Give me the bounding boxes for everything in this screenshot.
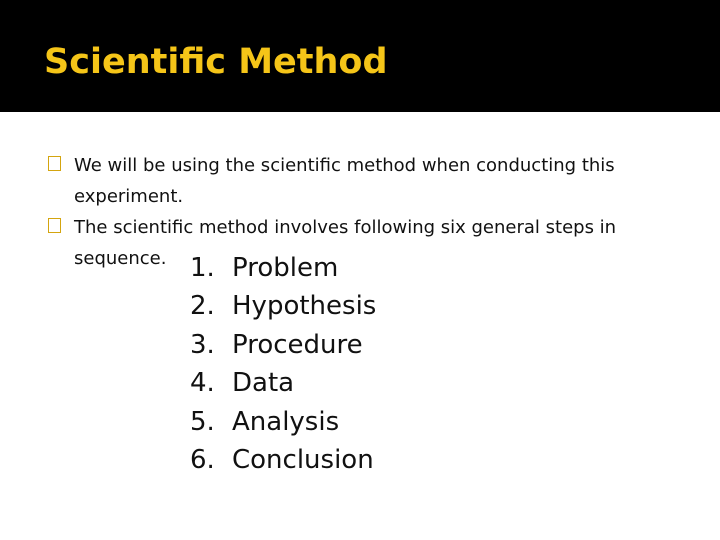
- step-label: Analysis: [232, 406, 340, 437]
- step-label: Procedure: [232, 329, 363, 360]
- hollow-square-bullet-icon: [48, 218, 61, 233]
- slide-title: Scientific Method: [44, 42, 388, 82]
- hollow-square-bullet-icon: [48, 156, 61, 171]
- step-number: 5.: [190, 406, 215, 437]
- steps-list: [190, 249, 376, 479]
- step-number: 4.: [190, 368, 215, 399]
- step-item: [190, 441, 376, 479]
- step-item: [190, 403, 376, 441]
- step-label: Hypothesis: [232, 291, 377, 322]
- step-item: [190, 287, 376, 325]
- step-number: 3.: [190, 329, 215, 360]
- step-label: Conclusion: [232, 445, 374, 476]
- bullet-text: We will be using the scientific method when conducting this experiment.: [74, 155, 615, 207]
- step-item: [190, 249, 376, 287]
- bullet-text: The scientific method involves following six general steps in sequence.: [74, 217, 617, 269]
- step-label: Data: [232, 368, 295, 399]
- step-number: 1.: [190, 253, 215, 283]
- bullet-item: [48, 150, 698, 212]
- step-item: [190, 364, 376, 402]
- step-label: Problem: [232, 253, 339, 283]
- title-bar: [0, 0, 720, 112]
- step-number: 6.: [190, 445, 215, 476]
- step-number: 2.: [190, 291, 215, 322]
- step-item: [190, 326, 376, 364]
